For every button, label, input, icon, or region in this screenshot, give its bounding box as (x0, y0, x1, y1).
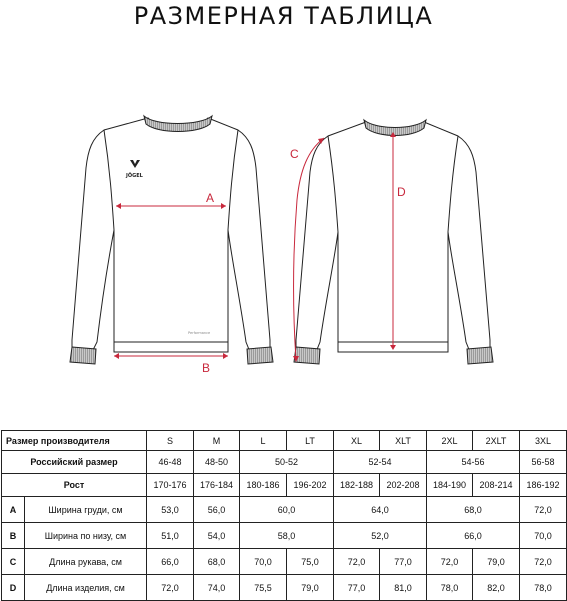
measure-row-c (2, 549, 567, 575)
height-cell: 186-192 (520, 474, 567, 497)
height-cell: 176-184 (194, 474, 240, 497)
value-cell: 70,0 (240, 549, 287, 575)
measure-row-b (2, 523, 567, 549)
size-cell: XLT (380, 431, 427, 451)
row-name: Ширина по низу, см (44, 530, 127, 541)
value-cell: 77,0 (380, 549, 427, 575)
value-cell: 72,0 (147, 575, 194, 601)
size-cell: S (147, 431, 194, 451)
value-cell: 52,0 (334, 523, 427, 549)
row-name: Длина изделия, см (46, 582, 125, 593)
value-cell: 78,0 (427, 575, 473, 601)
row-letter: B (2, 523, 25, 548)
value-cell: 68,0 (427, 497, 520, 523)
value-cell: 66,0 (427, 523, 520, 549)
value-cell: 66,0 (147, 549, 194, 575)
value-cell: 68,0 (194, 549, 240, 575)
value-cell: 79,0 (287, 575, 334, 601)
value-cell: 72,0 (427, 549, 473, 575)
size-cell: M (194, 431, 240, 451)
height-cell: 182-188 (334, 474, 380, 497)
row-letter: C (2, 549, 25, 574)
value-cell: 54,0 (194, 523, 240, 549)
row-letter: D (2, 575, 25, 600)
row-name: Ширина груди, см (48, 504, 123, 515)
russian-label: Российский размер (2, 451, 147, 474)
label-d: D (397, 185, 406, 199)
value-cell: 72,0 (334, 549, 380, 575)
size-cell: XL (334, 431, 380, 451)
value-cell: 75,0 (287, 549, 334, 575)
height-cell: 180-186 (240, 474, 287, 497)
height-label: Рост (2, 474, 147, 497)
russian-cell: 54-56 (427, 451, 520, 474)
value-cell: 64,0 (334, 497, 427, 523)
russian-size-row (2, 451, 567, 474)
russian-cell: 48-50 (194, 451, 240, 474)
header-row (2, 431, 567, 451)
height-cell: 196-202 (287, 474, 334, 497)
row-name: Длина рукава, см (49, 556, 122, 567)
value-cell: 70,0 (520, 523, 567, 549)
tag-text: Performance (188, 331, 211, 335)
value-cell: 60,0 (240, 497, 334, 523)
height-cell: 184-190 (427, 474, 473, 497)
value-cell: 51,0 (147, 523, 194, 549)
value-cell: 72,0 (520, 549, 567, 575)
russian-cell: 46-48 (147, 451, 194, 474)
measure-row-a (2, 497, 567, 523)
russian-cell: 50-52 (240, 451, 334, 474)
russian-cell: 56-58 (520, 451, 567, 474)
label-c: C (290, 147, 299, 161)
size-table (1, 430, 567, 601)
label-a: A (206, 191, 215, 205)
label-b: B (202, 361, 211, 375)
value-cell: 72,0 (520, 497, 567, 523)
russian-cell: 52-54 (334, 451, 427, 474)
row-letter: A (2, 497, 25, 522)
page-title: РАЗМЕРНАЯ ТАБЛИЦА (133, 2, 434, 30)
value-cell: 81,0 (380, 575, 427, 601)
value-cell: 75,5 (240, 575, 287, 601)
front-view (70, 116, 273, 364)
height-cell: 208-214 (473, 474, 520, 497)
value-cell: 82,0 (473, 575, 520, 601)
size-cell: LT (287, 431, 334, 451)
value-cell: 79,0 (473, 549, 520, 575)
size-cell: L (240, 431, 287, 451)
value-cell: 77,0 (334, 575, 380, 601)
value-cell: 74,0 (194, 575, 240, 601)
brand-text: JÖGEL (126, 173, 143, 179)
measure-row-d (2, 575, 567, 601)
height-cell: 170-176 (147, 474, 194, 497)
height-cell: 202-208 (380, 474, 427, 497)
header-label: Размер производителя (2, 431, 147, 451)
value-cell: 53,0 (147, 497, 194, 523)
value-cell: 56,0 (194, 497, 240, 523)
value-cell: 58,0 (240, 523, 334, 549)
measure-b (114, 353, 228, 359)
height-row (2, 474, 567, 497)
size-cell: 2XL (427, 431, 473, 451)
value-cell: 78,0 (520, 575, 567, 601)
size-cell: 3XL (520, 431, 567, 451)
size-cell: 2XLT (473, 431, 520, 451)
